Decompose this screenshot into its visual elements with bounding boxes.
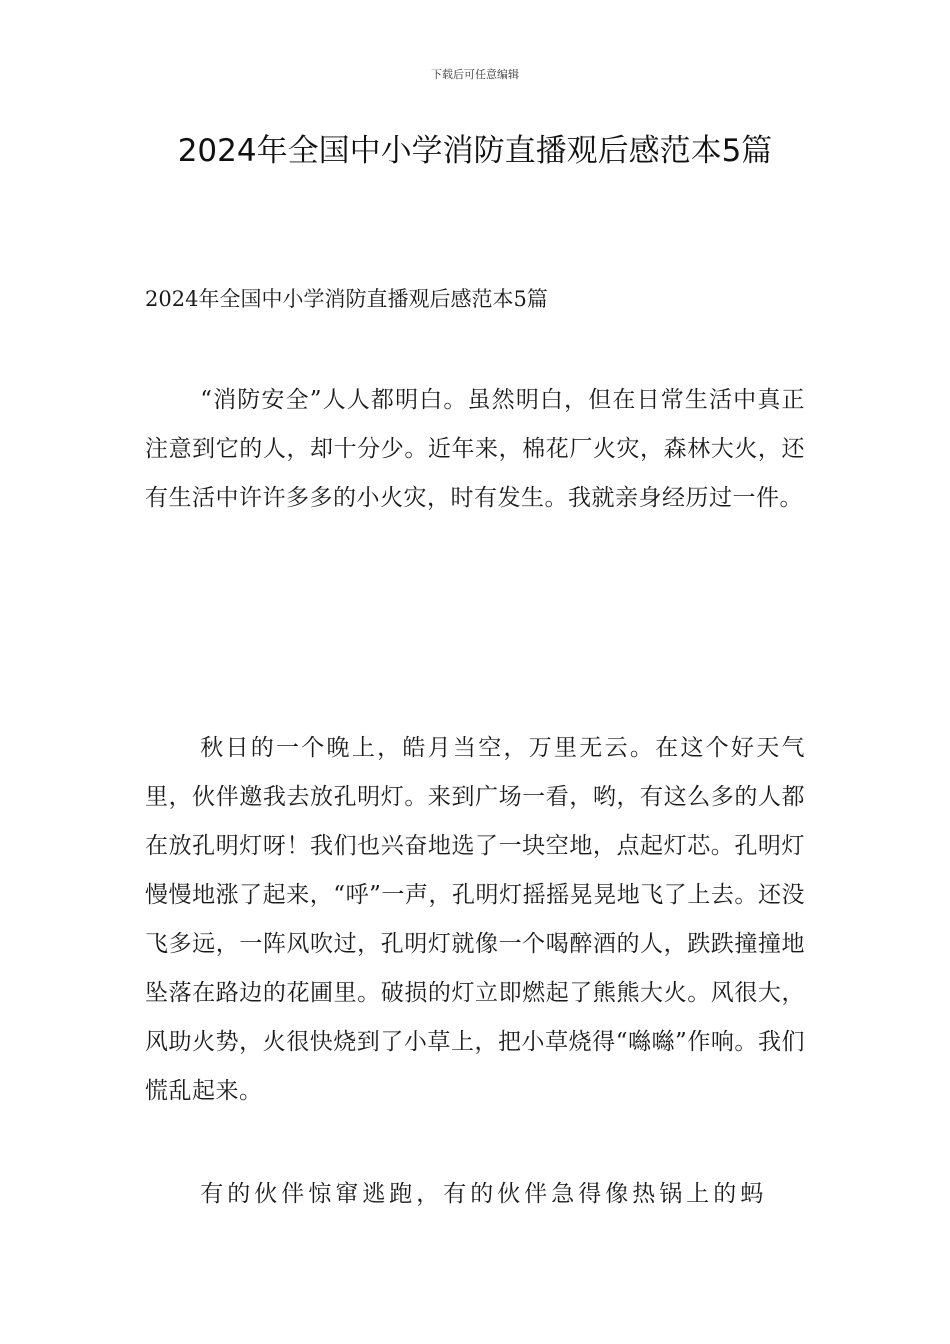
paragraph-1: “消防安全”人人都明白。虽然明白，但在日常生活中真正注意到它的人，却十分少。近年来，棉花厂火灾，森林大火，还有生活中许许多多的小火灾，时有发生。我就亲身经历过一件。 [145,387,805,511]
paragraph-2: 秋日的一个晚上，皓月当空，万里无云。在这个好天气里，伙伴邀我去放孔明灯。来到广场一看，哟，有这么多的人都在放孔明灯呀！我们也兴奋地选了一块空地，点起灯芯。孔明灯慢慢地涨了起来，“呼”一声，孔明灯摇摇晃晃地飞了上去。还没飞多远，一阵风吹过，孔明灯就像一个喝醉酒的人，跌跌撞撞地坠落在路边的花圃里。破损的灯立即燃起了熊熊大火。风很大，风助火势，火很快烧到了小草上，把小草烧得“噝噝”作响。我们慌乱起来。 [145,735,805,1104]
document-subtitle: 2024年全国中小学消防直播观后感范本5篇 [145,287,548,311]
paragraph-3: 有的伙伴惊窜逃跑，有的伙伴急得像热锅上的蚂 [200,1181,768,1207]
document-title: 2024年全国中小学消防直播观后感范本5篇 [177,133,773,169]
header-note: 下载后可任意编辑 [431,68,519,81]
